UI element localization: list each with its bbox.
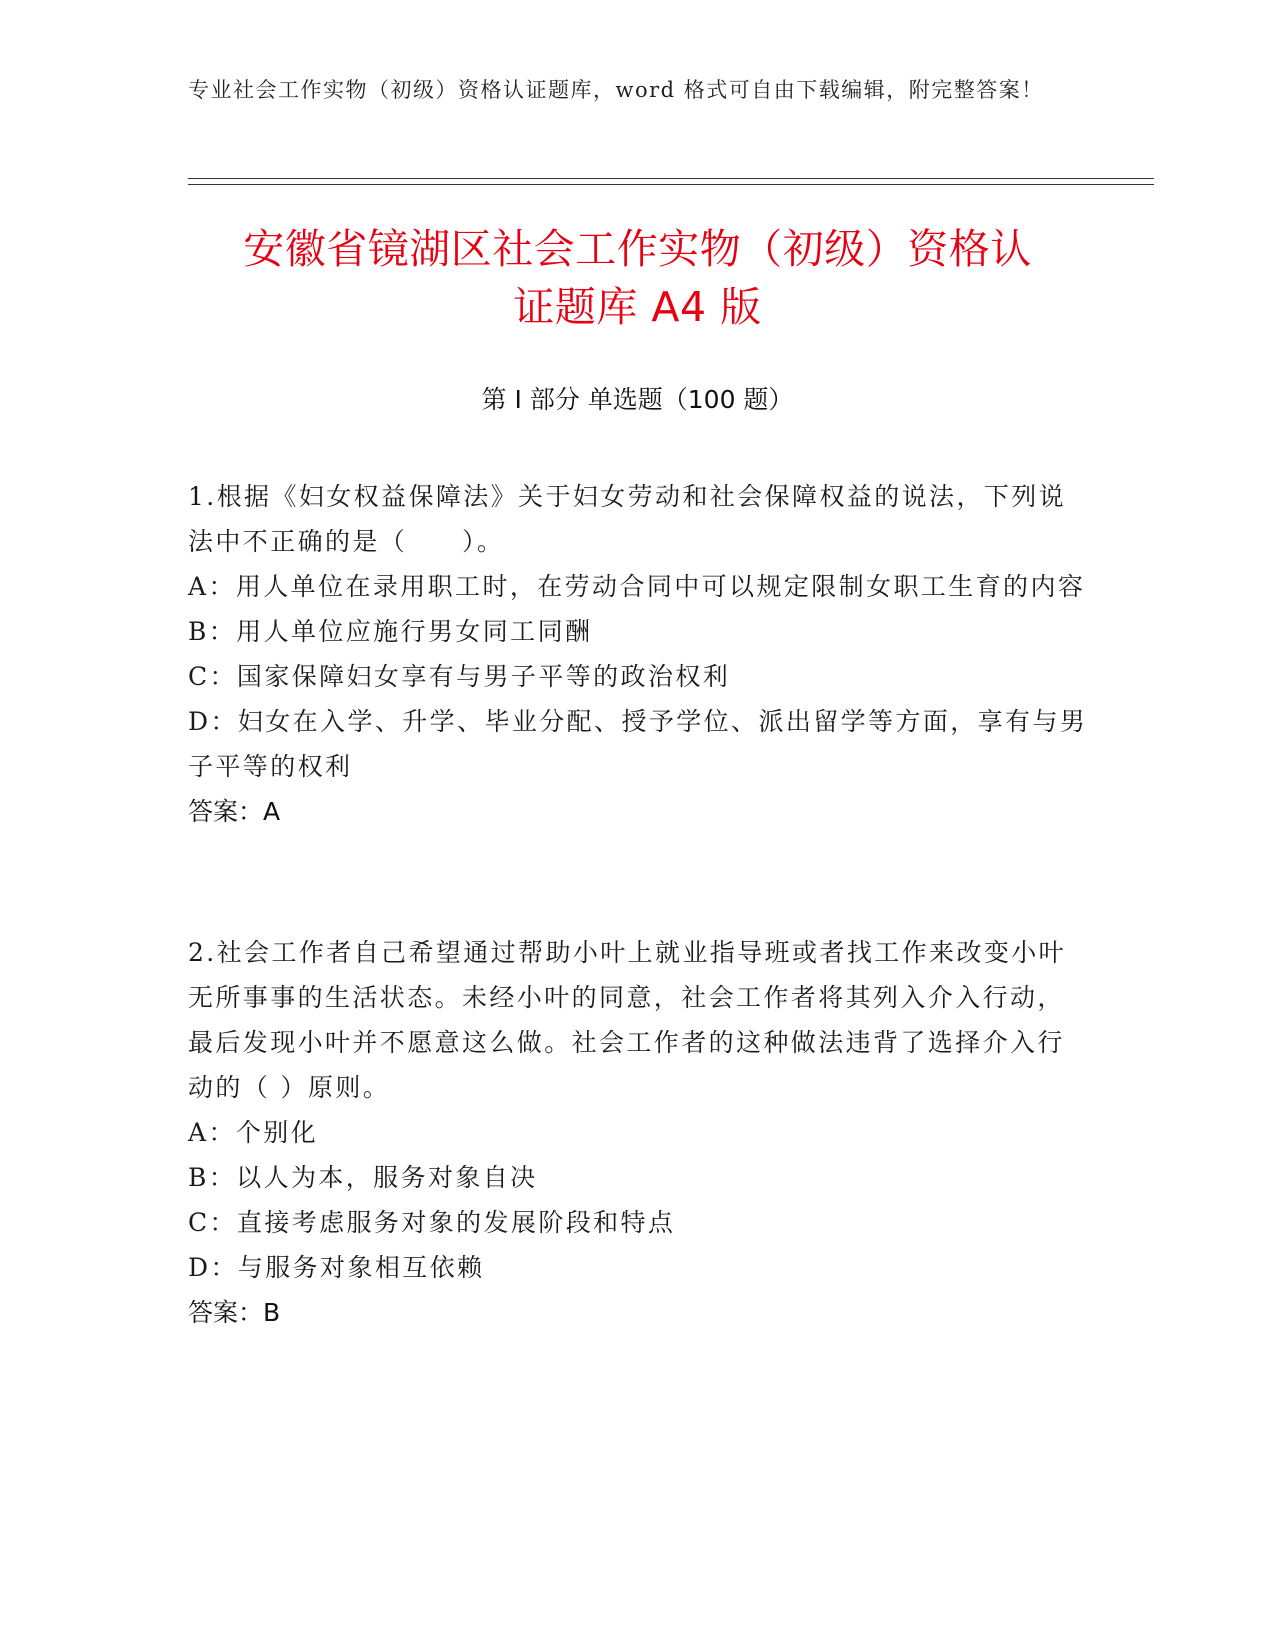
question-1 bbox=[188, 474, 1088, 834]
option-d: D：与服务对象相互依赖 bbox=[188, 1253, 485, 1282]
document-title bbox=[160, 220, 1115, 336]
option-d: D：妇女在入学、升学、毕业分配、授予学位、派出留学等方面，享有与男子平等的权利 bbox=[188, 707, 1088, 781]
answer-line: 答案：A bbox=[188, 797, 281, 826]
section-title: 第 I 部分 单选题（100 题） bbox=[481, 385, 794, 414]
document-title-line-1: 安徽省镜湖区社会工作实物（初级）资格认 bbox=[243, 225, 1032, 273]
option-c: C：国家保障妇女享有与男子平等的政治权利 bbox=[188, 662, 731, 691]
header-note: 专业社会工作实物（初级）资格认证题库，word 格式可自由下载编辑，附完整答案！ bbox=[188, 78, 1044, 102]
header-divider-bottom bbox=[188, 184, 1154, 185]
option-b: B：以人为本，服务对象自决 bbox=[188, 1163, 538, 1192]
answer-line: 答案：B bbox=[188, 1298, 281, 1327]
question-stem: 1.根据《妇女权益保障法》关于妇女劳动和社会保障权益的说法，下列说法中不正确的是（ ）。 bbox=[188, 482, 1067, 556]
question-2 bbox=[188, 930, 1088, 1335]
option-a: A：个别化 bbox=[188, 1118, 319, 1147]
question-stem: 2.社会工作者自己希望通过帮助小叶上就业指导班或者找工作来改变小叶无所事事的生活状态。未经小叶的同意，社会工作者将其列入介入行动，最后发现小叶并不愿意这么做。社会工作者的这种做法违背了选择介入行动的（ ）原则。 bbox=[188, 938, 1067, 1102]
option-c: C：直接考虑服务对象的发展阶段和特点 bbox=[188, 1208, 676, 1237]
option-b: B：用人单位应施行男女同工同酬 bbox=[188, 617, 593, 646]
document-title-line-2: 证题库 A4 版 bbox=[513, 283, 762, 331]
header-divider-top bbox=[188, 178, 1154, 179]
option-a: A：用人单位在录用职工时，在劳动合同中可以规定限制女职工生育的内容 bbox=[188, 572, 1086, 601]
